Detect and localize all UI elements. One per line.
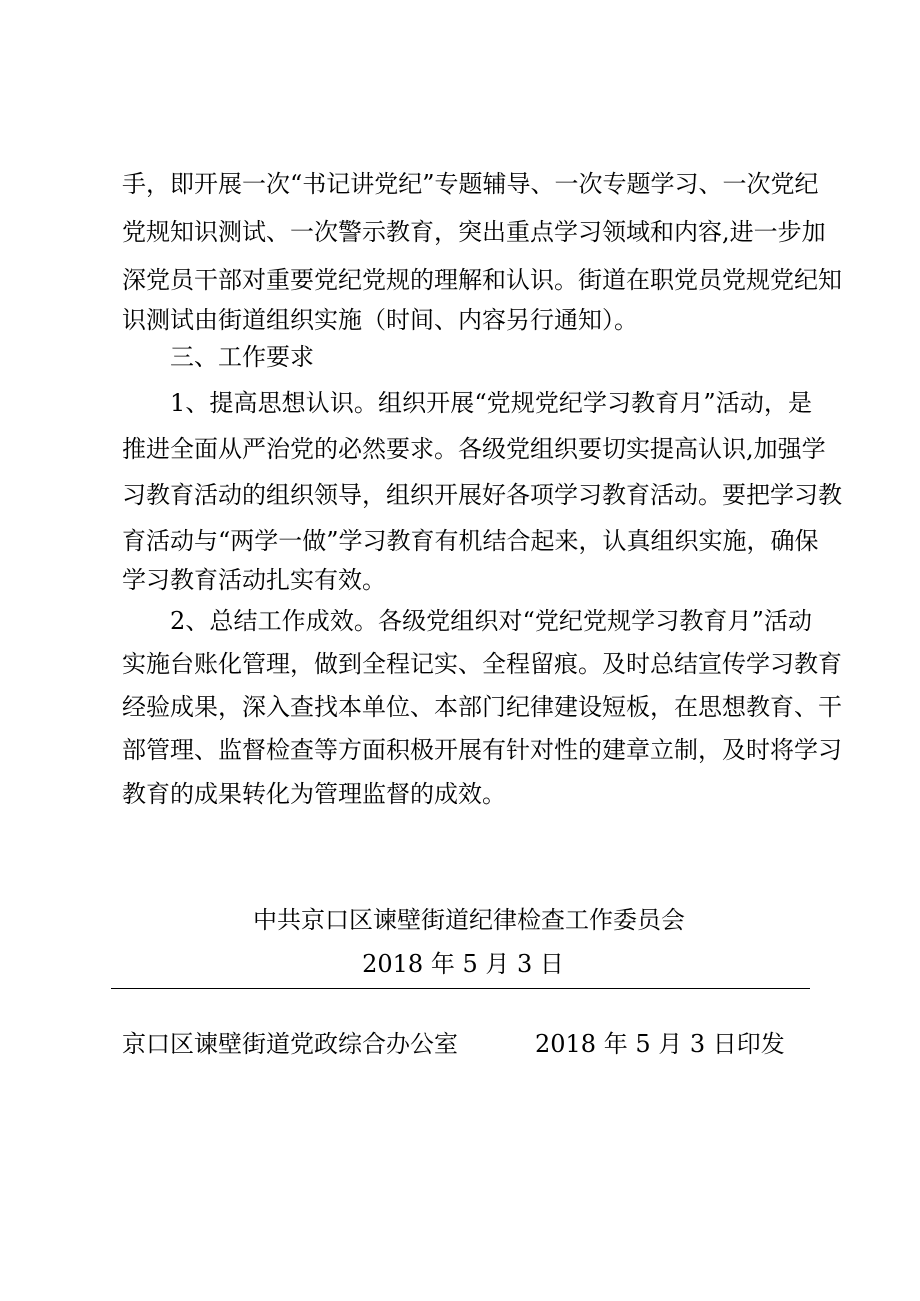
requirement-2-line-4: 部管理、监督检查等方面积极开展有针对性的建章立制，及时将学习 <box>122 736 842 764</box>
intro-line-3: 深党员干部对重要党纪党规的理解和认识。街道在职党员党规党纪知 <box>122 266 842 294</box>
requirement-1-line-1: 1、提高思想认识。组织开展“党规党纪学习教育月”活动，是 <box>170 389 812 417</box>
requirement-2-line-3: 经验成果，深入查找本单位、本部门纪律建设短板，在思想教育、干 <box>122 693 842 721</box>
footer-issuer: 京口区谏壁街道党政综合办公室 <box>122 1030 458 1058</box>
requirement-2-line-1: 2、总结工作成效。各级党组织对“党纪党规学习教育月”活动 <box>170 607 812 635</box>
section-heading: 三、工作要求 <box>170 343 314 371</box>
requirement-1-line-2: 推进全面从严治党的必然要求。各级党组织要切实提高认识,加强学 <box>122 435 826 463</box>
footer-divider <box>111 988 810 989</box>
signature-organization: 中共京口区谏壁街道纪律检查工作委员会 <box>253 906 685 934</box>
requirement-2-line-2: 实施台账化管理，做到全程记实、全程留痕。及时总结宣传学习教育 <box>122 650 842 678</box>
requirement-2-line-5: 教育的成果转化为管理监督的成效。 <box>122 780 506 808</box>
requirement-1-line-3: 习教育活动的组织领导，组织开展好各项学习教育活动。要把学习教 <box>122 481 842 509</box>
intro-line-1: 手，即开展一次“书记讲党纪”专题辅导、一次专题学习、一次党纪 <box>122 170 819 198</box>
intro-line-4: 识测试由街道组织实施（时间、内容另行通知）。 <box>122 306 638 334</box>
intro-line-2: 党规知识测试、一次警示教育，突出重点学习领域和内容,进一步加 <box>122 218 826 246</box>
requirement-1-line-5: 学习教育活动扎实有效。 <box>122 566 386 594</box>
signature-date: 2018 年 5 月 3 日 <box>362 950 564 978</box>
footer-issue-date: 2018 年 5 月 3 日印发 <box>535 1030 785 1058</box>
requirement-1-line-4: 育活动与“两学一做”学习教育有机结合起来，认真组织实施，确保 <box>122 527 819 555</box>
